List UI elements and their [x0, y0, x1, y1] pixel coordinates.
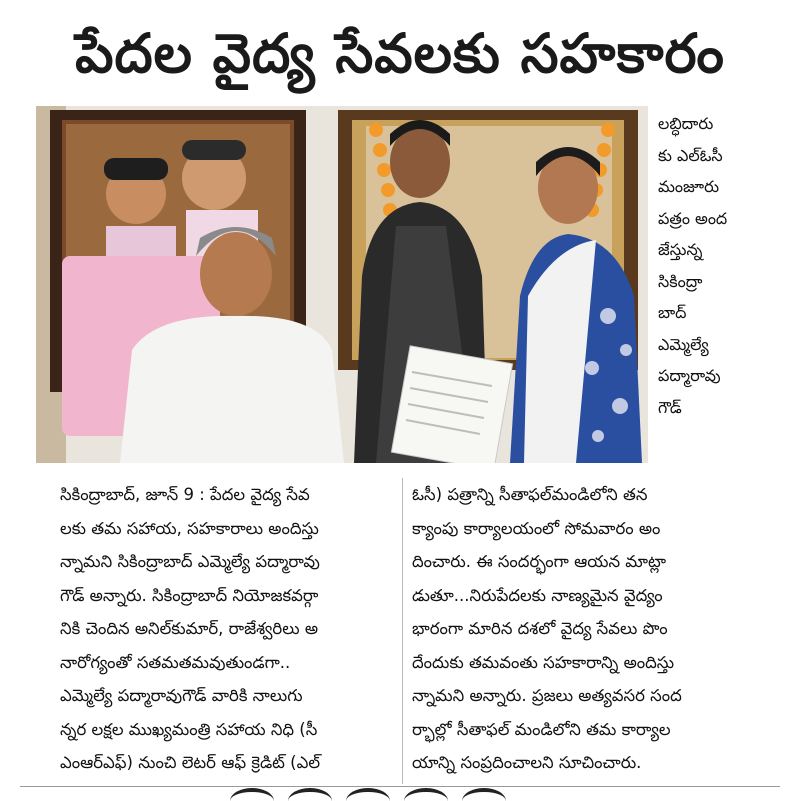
- caption-line: జేస్తున్న: [658, 240, 703, 259]
- caption-line: లబ్ధిదారు: [658, 114, 714, 133]
- article-body-left-column: [60, 478, 392, 780]
- body-line: క్యాంపు కార్యాలయంలో సోమవారం అం: [412, 518, 661, 538]
- body-line: దేందుకు తమవంతు సహకారాన్ని అందిస్తు: [412, 652, 675, 672]
- article-bottom-rule: [20, 786, 780, 787]
- column-divider: [402, 478, 403, 784]
- body-line: ఎమ్మెల్యే పద్మారావుగౌడ్ వారికి నాలుగు: [60, 686, 303, 705]
- next-article-headline-cropped: [230, 788, 570, 801]
- body-line: నికి చెందిన అనిల్‌కుమార్, రాజేశ్వరిలు అ: [60, 619, 319, 638]
- body-line: దించారు. ఈ సందర్భంగా ఆయన మాట్లా: [412, 552, 667, 571]
- caption-line: పద్మారావు: [658, 366, 721, 385]
- caption-line: గౌడ్: [658, 397, 682, 417]
- body-line: యాన్ని సంప్రదించాలని సూచించారు.: [412, 753, 642, 772]
- article-body-right-column: [412, 478, 742, 780]
- caption-line: ఎమ్మెల్యే: [658, 334, 709, 354]
- body-line: గౌడ్ అన్నారు. సికింద్రాబాద్ నియోజకవర్గా: [60, 585, 319, 605]
- article-headline: పేదల వైద్య సేవలకు సహకారం: [75, 22, 725, 85]
- body-line: ఓసీ) పత్రాన్ని సీతాఫల్‌మండిలోని తన: [412, 485, 648, 504]
- body-line: న్నామని సికింద్రాబాద్ ఎమ్మెల్యే పద్మారావు: [60, 552, 320, 571]
- caption-line: పత్రం అంద: [658, 208, 728, 228]
- news-photo: [36, 106, 648, 463]
- man-white-shirt: [120, 316, 344, 463]
- caption-line: సికింద్రా: [658, 271, 703, 291]
- caption-line: బాద్: [658, 303, 687, 322]
- body-line: న్నామని అన్నారు. ప్రజలు అత్యవసర సంద: [412, 686, 682, 705]
- body-line: లకు తమ సహాయ, సహకారాలు అందిస్తు: [60, 518, 319, 538]
- photo-caption: [658, 108, 782, 423]
- body-line: సికింద్రాబాద్, జూన్ 9 : పేదల వైద్య సేవ: [60, 485, 310, 504]
- body-line: న్నర లక్షల ముఖ్యమంత్రి సహాయ నిధి (సీ: [60, 719, 318, 739]
- body-line: నారోగ్యంతో సతమతమవుతుండగా..: [60, 652, 291, 672]
- news-photo-illustration: [36, 106, 648, 463]
- man-face: [200, 232, 272, 316]
- body-line: ఎంఆర్‌ఎఫ్) నుంచి లెటర్ ఆఫ్ క్రెడిట్ (ఎల్: [60, 753, 321, 772]
- caption-line: మంజూరు: [658, 177, 720, 196]
- body-line: భారంగా మారిన దశలో వైద్య సేవలు పొం: [412, 619, 668, 638]
- body-line: డుతూ...నిరుపేదలకు నాణ్యమైన వైద్యం: [412, 585, 663, 605]
- caption-line: కు ఎల్‌ఓసీ: [658, 145, 723, 165]
- body-line: ర్భాల్లో సీతాఫల్ మండిలోని తమ కార్యాల: [412, 719, 671, 739]
